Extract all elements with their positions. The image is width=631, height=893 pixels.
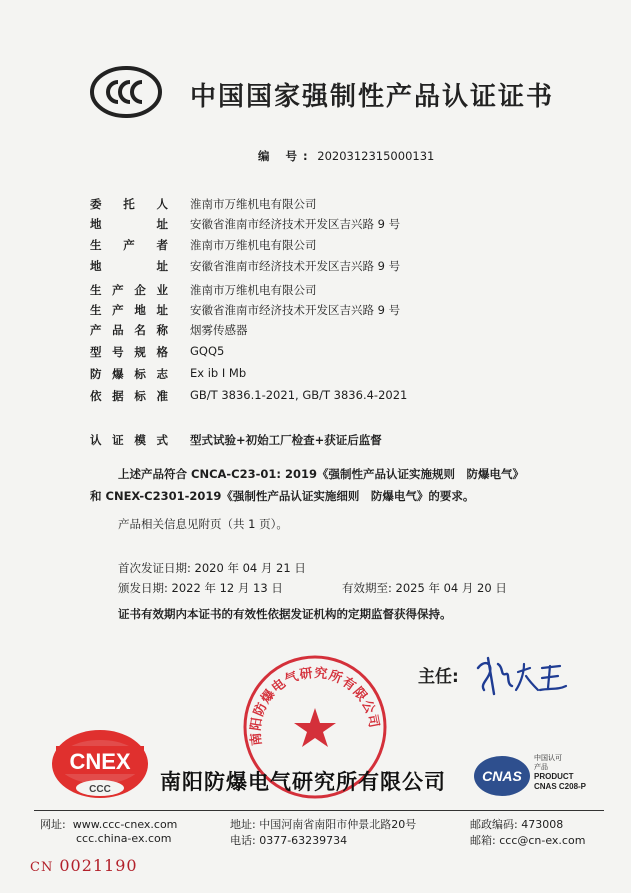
field-row [90,322,560,342]
certificate-number-value: 2020312315000131 [317,149,435,163]
footer-postcode [470,816,563,832]
certificate-title: 中国国家强制性产品认证证书 [190,82,555,112]
cnex-logo [50,728,150,800]
field-row [90,388,560,408]
field-label: 防 爆 标 志 [90,367,168,381]
expiry-date-value: 2025 年 04 月 20 日 [395,581,507,595]
svg-text:中国认可: 中国认可 [534,754,562,762]
field-row [90,216,560,236]
address-label: 地址: [230,818,256,831]
field-value: 安徽省淮南市经济技术开发区吉兴路 9 号 [190,303,401,317]
field-label: 型 号 规 格 [90,345,168,359]
issuing-organization: 南阳防爆电气研究所有限公司 [160,770,446,794]
field-label: 依 据 标 准 [90,389,168,403]
phone-label: 电话: [230,834,256,847]
first-issue-date [118,560,306,576]
field-label: 产 品 名 称 [90,323,168,337]
field-row [90,258,560,278]
statement-line-2: 和 CNEX-C2301-2019《强制性产品认证实施细则 防爆电气》的要求。 [90,489,475,503]
certificate-number-label: 编 号: [258,149,314,163]
phone-value: 0377-63239734 [259,834,348,847]
field-label: 生 产 地 址 [90,303,168,317]
footer-divider [34,810,604,811]
certification-mode [90,432,560,452]
director-signature [470,650,570,700]
field-value: 安徽省淮南市经济技术开发区吉兴路 9 号 [190,217,401,231]
field-label: 地 址 [90,259,168,273]
field-value: 烟雾传感器 [190,323,248,337]
field-row [90,282,560,302]
svg-text:CNAS: CNAS [482,768,522,784]
director-label: 主任: [418,667,459,687]
field-row [90,237,560,257]
serial-value: 0021190 [59,856,138,875]
field-value: GQQ5 [190,344,225,358]
website-label: 网址: [40,818,66,831]
certification-mode-value: 型式试验+初始工厂检查+获证后监督 [190,433,382,447]
field-row [90,196,560,216]
issue-date [118,580,283,596]
svg-text:CNEX: CNEX [69,749,131,774]
field-label: 地 址 [90,217,168,231]
footer-website-1[interactable] [40,816,177,832]
svg-text:CNAS C208-P: CNAS C208-P [534,782,587,791]
expiry-date-label: 有效期至: [342,581,392,595]
field-label: 委 托 人 [90,197,168,211]
first-issue-date-label: 首次发证日期: [118,561,191,575]
field-value: GB/T 3836.1-2021, GB/T 3836.4-2021 [190,388,408,402]
cnas-logo [472,750,602,800]
ccc-logo [90,66,162,118]
footer-website-2[interactable]: ccc.china-ex.com [76,832,172,845]
email-label: 邮箱: [470,834,496,847]
validity-note: 证书有效期内本证书的有效性依据发证机构的定期监督获得保持。 [118,607,452,621]
field-value: 淮南市万维机电有限公司 [190,283,317,297]
certificate-number [258,148,434,164]
serial-number [30,856,138,875]
field-label: 生 产 企 业 [90,283,168,297]
issue-date-label: 颁发日期: [118,581,168,595]
field-value: 淮南市万维机电有限公司 [190,197,317,211]
svg-text:CCC: CCC [89,784,111,795]
field-value: 淮南市万维机电有限公司 [190,238,317,252]
field-row [90,344,560,364]
svg-text:产品: 产品 [534,763,548,771]
footer-phone [230,832,347,848]
field-value: 安徽省淮南市经济技术开发区吉兴路 9 号 [190,259,401,273]
footer-address [230,816,416,832]
address-value: 中国河南省南阳市仲景北路20号 [259,818,417,831]
field-label: 生 产 者 [90,238,168,252]
issue-date-value: 2022 年 12 月 13 日 [171,581,283,595]
svg-text:PRODUCT: PRODUCT [534,772,574,781]
email-value[interactable]: ccc@cn-ex.com [499,834,586,847]
field-value: Ex ib Ⅰ Mb [190,366,247,380]
field-row [90,366,560,386]
serial-prefix: CN [30,860,54,875]
attachment-note: 产品相关信息见附页（共 1 页）。 [118,517,288,531]
expiry-date [342,580,507,596]
postcode-value: 473008 [521,818,564,831]
statement-line-1: 上述产品符合 CNCA-C23-01: 2019《强制性产品认证实施规则 防爆电气》 [118,467,525,481]
certification-mode-label: 认 证 模 式 [90,433,168,447]
field-row [90,302,560,322]
svg-text:南阳防爆电气研究所有限公司: 南阳防爆电气研究所有限公司 [248,665,382,747]
first-issue-date-value: 2020 年 04 月 21 日 [194,561,306,575]
postcode-label: 邮政编码: [470,818,518,831]
website-value-1[interactable]: www.ccc-cnex.com [72,818,178,831]
footer-email[interactable] [470,832,585,848]
